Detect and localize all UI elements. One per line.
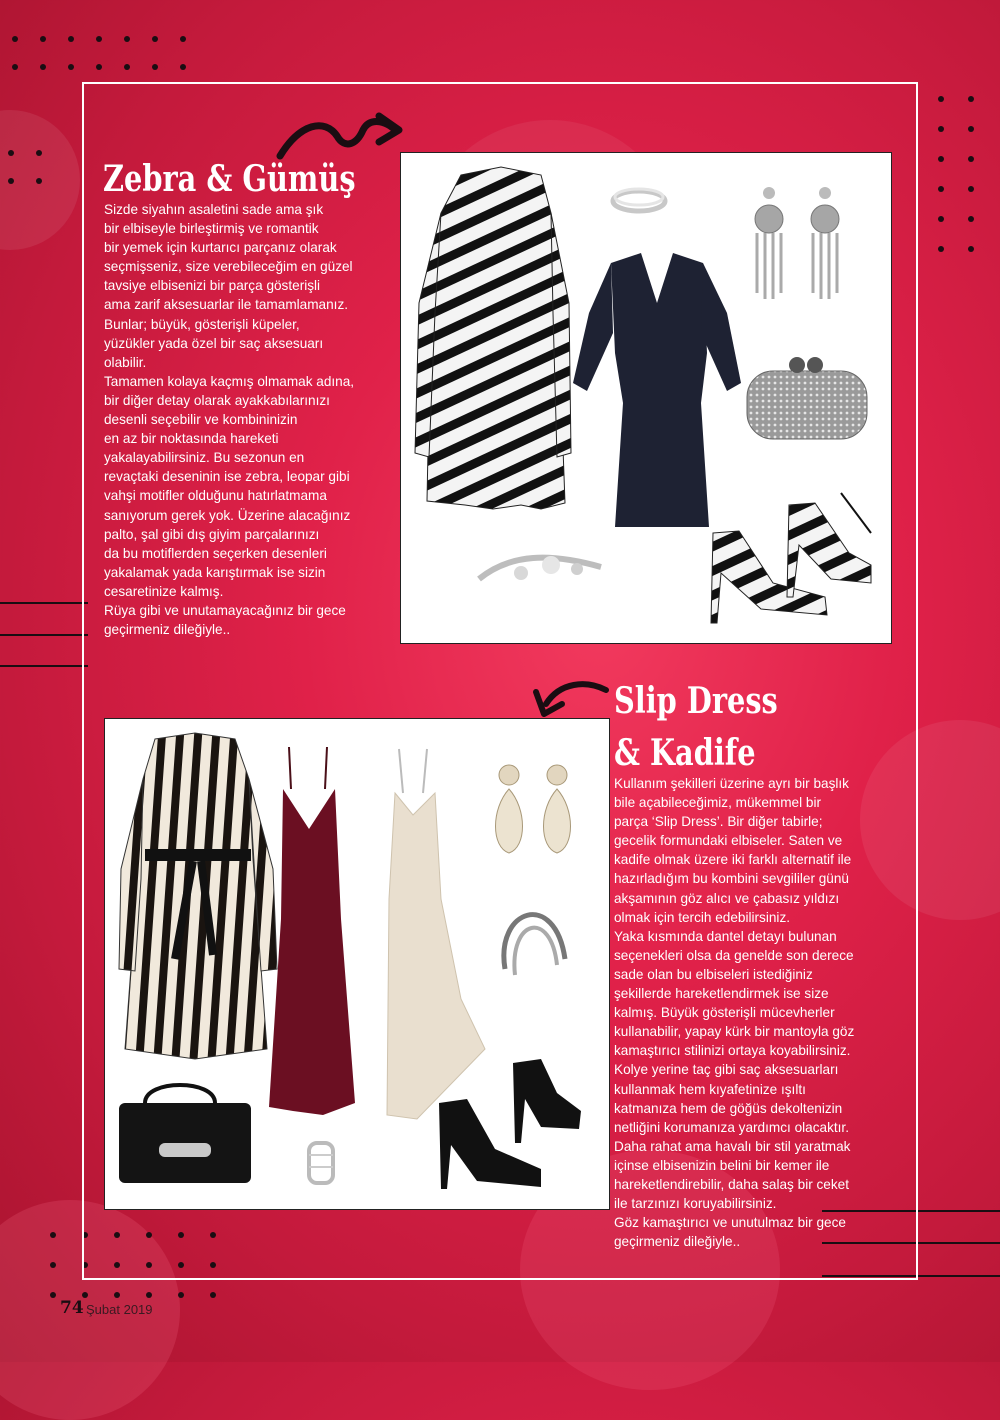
drop-earrings-icon [496, 765, 571, 853]
stacked-ring-icon [309, 1143, 333, 1183]
clutch-bag-icon [747, 357, 867, 439]
navy-dress-icon [573, 253, 741, 527]
outfit-panel-zebra [400, 152, 892, 644]
dot-grid-left [8, 150, 42, 184]
section2-title-line2: & Kadife [614, 732, 756, 774]
section1-body: Sizde siyahın asaletini sade ama şık bir elbiseyle birleştirmiş ve romantik bir yemek için kurtarıcı parçanız olarak seçmişseniz, size verebileceğim en güzel tavsiye elbisenizi bir parça gösterişli ama zarif aksesuarlar ile tamamlamanız. Bunlar; büyük, gösterişli küpeler, yüzükler yada özel bir saç aksesuarı olabilir. Tamamen kolaya kaçmış olmamak adına, bir diğer detay olarak ayakkabılarınızı desenli seçebilir ve kombininizin en az bir noktasında hareketi yakalayabilirsiniz. Bu sezonun en revaçtaki deseninin ise zebra, leopar gibi vahşi motifler olduğunu hatırlatmama sanıyorum gerek yok. Üzerine alacağınız palto, şal gibi dış giyim parçalarınızı da bu motiflerden seçerken desenleri yakalamak yada karıştırmak ise sizin cesaretinize kalmış. Rüya gibi ve unutamayacağınız bir gece geçirmeniz dileğiyle.. [104, 202, 355, 638]
decor-line [0, 634, 88, 636]
satin-slip-dress-icon [387, 749, 485, 1119]
outfit-panel-slip-dress [104, 718, 610, 1210]
dot-grid-top [12, 36, 186, 70]
black-handbag-icon [119, 1085, 251, 1183]
dot-grid-right [938, 96, 974, 252]
striped-fur-coat-icon [119, 733, 277, 1059]
velvet-slip-dress-icon [269, 747, 355, 1115]
outfit-collage [105, 719, 609, 1209]
headband-icon [504, 915, 565, 975]
section1-title: Zebra & Gümüş [103, 158, 356, 200]
squiggle-arrow-icon [275, 108, 410, 163]
zebra-heels-icon [711, 493, 871, 623]
page-number: 74 [60, 1298, 84, 1318]
outfit-collage [401, 153, 891, 643]
black-heels-icon [439, 1059, 581, 1189]
section2-body: Kullanım şekilleri üzerine ayrı bir başlık bile açabileceğimiz, mükemmel bir parça ‘Slip Dress’. Bir diğer tabirle; gecelik formundaki elbiseler. Saten ve kadife olmak üzere iki farklı alternatif ile hazırladığım bu kombini sevgililer günü akşamının göz alıcı ve çabasız yıldızı olmak için tercih edebilirsiniz. Yaka kısmında dantel detayı bulunan seçenekleri olsa da genelde son derece sade olan bu elbiseleri istediğiniz şekillerde hareketlendirmek ise size kalmış. Büyük gösterişli mücevherler kullanabilir, yapay kürk bir mantoyla göz kamaştırıcı stilinizi ortaya koyabilirsiniz. Kolye yerine taç gibi saç aksesuarları kullanmak hem kıyafetinize ışıltı katmanıza hem de göğüs dekoltenizin netliğini korumanıza yardımcı olacaktır. Daha rahat ama havalı bir stil yaratmak içinse elbisenizin belini bir kemer ile hareketlendirebilir, daha salaş bir ceket ile tarzınızı koruyabilirsiniz. Göz kamaştırıcı ve unutulmaz bir gece geçirmeniz dileğiyle.. [614, 776, 855, 1250]
zebra-coat-icon [415, 167, 571, 509]
earrings-icon [755, 187, 839, 299]
section2-title-line1: Slip Dress [614, 680, 778, 722]
brooch-icon [479, 556, 601, 580]
curved-arrow-icon [530, 674, 610, 724]
ring-icon [613, 189, 665, 211]
decor-line [0, 665, 88, 667]
decor-line [0, 602, 88, 604]
issue-date: Şubat 2019 [86, 1302, 153, 1317]
